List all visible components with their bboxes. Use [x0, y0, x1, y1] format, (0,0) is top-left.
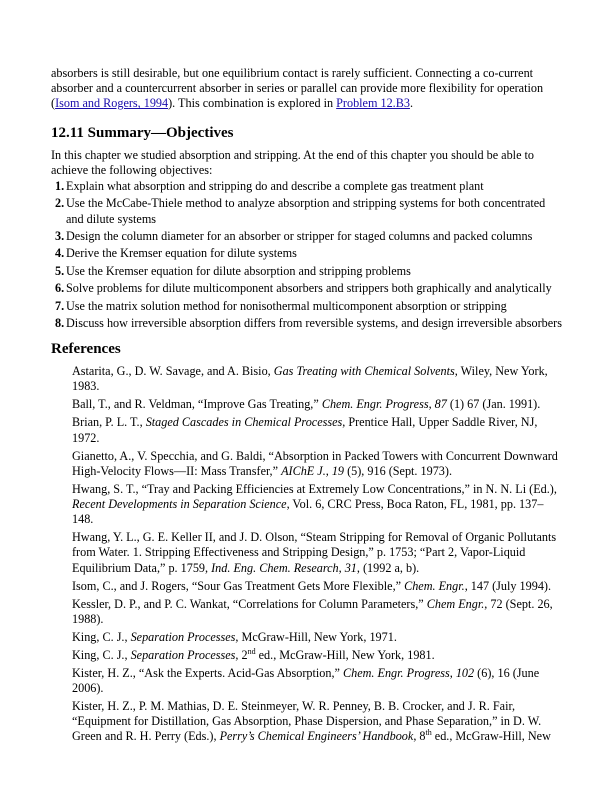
objective-item: [51, 316, 564, 331]
ref-text: , Wiley, New York, 1983.: [72, 364, 548, 394]
isom-rogers-link[interactable]: Isom and Rogers, 1994: [55, 96, 169, 111]
ref-text: Kister, H. Z., P. M. Mathias, D. E. Steinmeyer, W. R. Penney, B. B. Crocker, and J. R. Fair, “Equipment for Distillation, Gas Absorption, Phase Dispersion, and Phase Separation,” in D. W. Green and R. H. Perry (Eds.),: [72, 698, 542, 744]
ref-title: AIChE J., 19: [281, 463, 345, 478]
ref-title: Perry’s Chemical Engineers’ Handbook: [219, 729, 414, 744]
ref-title: Chem. Engr. Progress, 102: [342, 665, 475, 680]
ref-text: Isom, C., and J. Rogers, “Sour Gas Treatment Gets More Flexible,”: [72, 578, 405, 593]
problem-12-b3-link[interactable]: Problem 12.B3: [336, 96, 410, 111]
ref-title: Recent Developments in Separation Science: [72, 496, 287, 511]
ref-text: , Vol. 6, CRC Press, Boca Raton, FL, 1981, pp. 137–148.: [72, 496, 544, 527]
ref-text: (6), 16 (June 2006).: [72, 665, 540, 695]
ref-title: Chem. Engr.: [404, 578, 465, 593]
intro-paragraph: [51, 66, 564, 112]
ref-text: Astarita, G., D. W. Savage, and A. Bisio,: [72, 364, 274, 379]
references-list: [51, 364, 564, 744]
ref-text: , Prentice Hall, Upper Saddle River, NJ, 1972.: [72, 415, 538, 445]
ref-text: Ball, T., and R. Veldman, “Improve Gas Treating,”: [72, 397, 322, 412]
ref-text: Kessler, D. P., and P. C. Wankat, “Correlations for Column Parameters,”: [72, 596, 427, 611]
objective-text: Derive the Kremser equation for dilute systems: [66, 246, 297, 261]
ref-text: ed., McGraw-Hill, New York, 1981.: [255, 647, 435, 662]
reference-entry: [51, 482, 564, 528]
objectives-list: [51, 179, 564, 331]
ref-title: Chem Engr.: [426, 596, 485, 611]
ref-title: Gas Treating with Chemical Solvents: [273, 364, 455, 379]
ref-text: (5), 916 (Sept. 1973).: [344, 463, 453, 478]
reference-entry: [51, 597, 564, 627]
objective-item: [51, 299, 564, 314]
ref-text: Hwang, Y. L., G. E. Keller II, and J. D. Olson, “Steam Stripping for Removal of Organic Pollutants from Water. 1. Stripping Effectiveness and Stripping Design,” p. 1753; “Part 2, Vapor-Liquid Equilibrium Data,” p. 1759,: [72, 530, 557, 575]
ref-superscript: th: [425, 728, 432, 738]
objective-text: Use the McCabe-Thiele method to analyze absorption and stripping systems for both concentrated and dilute systems: [66, 196, 546, 226]
ref-title: Ind. Eng. Chem. Research, 31: [211, 560, 357, 575]
objective-number: 6.: [55, 281, 65, 296]
ref-text: , 72 (Sept. 26, 1988).: [72, 596, 553, 626]
reference-entry: [51, 699, 564, 745]
objective-text: Solve problems for dilute multicomponent absorbers and strippers both graphically and analytically: [66, 281, 552, 296]
ref-text: , McGraw-Hill, New York, 1971.: [235, 629, 397, 644]
objective-item: [51, 264, 564, 279]
reference-entry: [51, 648, 564, 663]
objective-item: [51, 229, 564, 244]
ref-title: Separation Processes: [130, 629, 236, 644]
summary-heading: 12.11 Summary—Objectives: [51, 124, 234, 141]
reference-entry: [51, 530, 564, 576]
references-heading: References: [51, 341, 121, 358]
ref-title: Chem. Engr. Progress, 87: [321, 397, 447, 412]
ref-text: Brian, P. L. T.,: [72, 415, 146, 430]
intro-text: absorbers is still desirable, but one equilibrium contact is rarely sufficient. Connecting a co-current absorber and a countercurrent absorber in series or parallel can provide more flexibility for operation (: [51, 66, 544, 111]
ref-text: King, C. J.,: [72, 647, 131, 662]
objective-item: [51, 246, 564, 261]
ref-text: , 147 (July 1994).: [464, 578, 552, 593]
reference-entry: [51, 666, 564, 696]
objective-text: Use the matrix solution method for nonisothermal multicomponent absorption or stripping: [66, 298, 507, 313]
objective-item: [51, 281, 564, 296]
document-page: [51, 66, 564, 747]
summary-text: In this chapter we studied absorption and stripping. At the end of this chapter you should be able to achieve the following objectives:: [51, 147, 535, 177]
objective-number: 4.: [55, 246, 65, 261]
objective-item: [51, 179, 564, 194]
ref-text: Hwang, S. T., “Tray and Packing Efficiencies at Extremely Low Concentrations,” in N. N. Li (Ed.),: [72, 481, 557, 496]
objective-item: [51, 196, 564, 226]
objective-text: Design the column diameter for an absorber or stripper for staged columns and packed columns: [66, 229, 533, 243]
ref-superscript: nd: [247, 646, 256, 656]
ref-text: , 2: [235, 647, 248, 662]
objective-number: 5.: [55, 263, 65, 278]
objective-number: 1.: [55, 179, 65, 194]
ref-text: Gianetto, A., V. Specchia, and G. Baldi, “Absorption in Packed Towers with Concurrent Downward High-Velocity Flows—II: Mass Transfer,”: [72, 448, 558, 478]
intro-text: .: [409, 96, 413, 111]
ref-text: ed., McGraw-Hill, New: [431, 729, 551, 744]
objective-text: Discuss how irreversible absorption differs from reversible systems, and design irreversible absorbers: [66, 315, 562, 330]
ref-text: , (1992 a, b).: [356, 560, 420, 575]
reference-entry: [51, 397, 564, 412]
reference-entry: [51, 449, 564, 479]
ref-text: Kister, H. Z., “Ask the Experts. Acid-Gas Absorption,”: [72, 665, 343, 680]
ref-text: , 8: [413, 729, 426, 744]
ref-text: King, C. J.,: [72, 629, 131, 644]
objective-number: 8.: [55, 315, 65, 330]
ref-title: Staged Cascades in Chemical Processes: [145, 415, 343, 430]
objective-number: 3.: [55, 229, 65, 243]
ref-title: Separation Processes: [130, 647, 236, 662]
reference-entry: [51, 579, 564, 594]
ref-text: (1) 67 (Jan. 1991).: [446, 397, 541, 412]
reference-entry: [51, 364, 564, 394]
intro-text: ). This combination is explored in: [168, 96, 337, 111]
reference-entry: [51, 415, 564, 445]
objective-number: 2.: [55, 196, 65, 211]
objective-text: Explain what absorption and stripping do and describe a complete gas treatment plant: [66, 179, 484, 194]
objective-number: 7.: [55, 298, 65, 313]
reference-entry: [51, 630, 564, 645]
objective-text: Use the Kremser equation for dilute absorption and stripping problems: [66, 263, 411, 278]
